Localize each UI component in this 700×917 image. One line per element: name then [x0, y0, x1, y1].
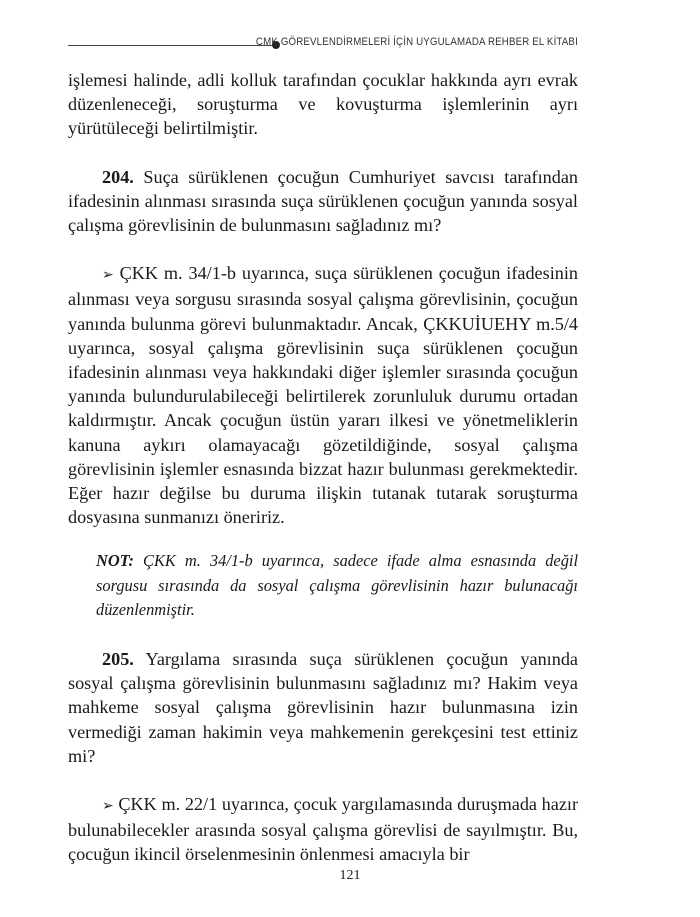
answer-205: [68, 792, 578, 867]
question-number: 205.: [102, 648, 134, 669]
running-header: [68, 36, 578, 56]
answer-text: ÇKK m. 22/1 uyarınca, çocuk yargılamasında duruşmada hazır bulunabilecekler arasında sosyal çalışma görevlisi de sayılmıştır. Bu, çocuğun ikincil örselenmesinin önlenmesi amacıyla bir: [68, 793, 578, 865]
question-205: [68, 647, 578, 768]
answer-text: ÇKK m. 34/1-b uyarınca, suça sürüklenen çocuğun ifadesinin alınması veya sorgusu sırasında sosyal çalışma görevlisinin, çocuğun yanında bulunma görevi bulunmaktadır. Ancak, ÇKKUİUEHY m.5/4 uyarınca, sosyal çalışma görevlisinin suça sürüklenen çocuğun ifadesinin alınması veya hakkındaki diğer işlemler sırasında çocuğun yanında bulundurulabileceği belirtilerek zorunluluk durumu ortadan kaldırmıştır. Ancak çocuğun üstün yararı ilkesi ve yönetmeliklerin kanuna aykırı olamayacağı gözetildiğinde, sosyal çalışma görevlisinin işlemler esnasında bizzat hazır bulunması gerekmektedir. Eğer hazır değilse bu duruma ilişkin tutanak tutarak soruşturma dosyasına sunmanızı öneririz.: [68, 263, 578, 528]
note-text: ÇKK m. 34/1-b uyarınca, sadece ifade alma esnasında değil sorgusu sırasında da sosyal çalışma görevlisinin hazır bulunacağı düzenlenmiştir.: [96, 551, 578, 620]
note-block: [96, 549, 578, 623]
arrow-bullet-icon: ➢: [102, 267, 114, 284]
page-number: 121: [339, 868, 361, 883]
header-rule: [68, 45, 276, 46]
question-text: Suça sürüklenen çocuğun Cumhuriyet savcısı tarafından ifadesinin alınması sırasında suça sürüklenen çocuğun yanında sosyal çalışma görevlisinin de bulunmasını sağladınız mı?: [68, 166, 578, 236]
question-text: Yargılama sırasında suça sürüklenen çocuğun yanında sosyal çalışma görevlisinin bulunmasını sağladınız mı? Hakim veya mahkeme sosyal çalışma görevlisinin hazır bulunmasına izin vermediği zaman hakimin veya mahkemenin gerekçesini test ettiniz mi?: [68, 648, 578, 766]
page-body: [68, 68, 578, 867]
header-title: CMK GÖREVLENDİRMELERİ İÇİN UYGULAMADA REHBER EL KİTABI: [255, 36, 578, 48]
question-number: 204.: [102, 166, 134, 187]
arrow-bullet-icon: ➢: [102, 797, 114, 814]
note-label: NOT:: [96, 551, 134, 571]
answer-204: [68, 261, 578, 529]
paragraph-continuation: işlemesi halinde, adli kolluk tarafından çocuklar hakkında ayrı evrak düzenleneceği, soruşturma ve kovuşturma işlemlerinin ayrı yürütüleceği belirtilmiştir.: [68, 70, 578, 139]
question-204: [68, 165, 578, 238]
